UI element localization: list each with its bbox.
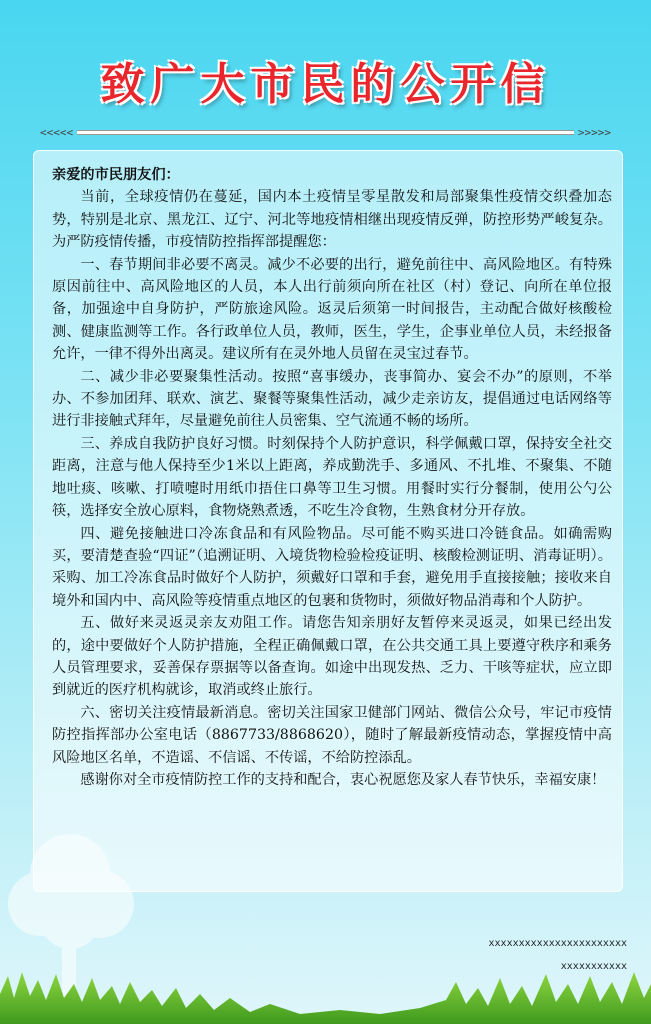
paragraph-4: 四、避免接触进口冷冻食品和有风险物品。尽可能不购买进口冷链食品。如确需购买，要清楚查验“四证”（追溯证明、入境货物检验检疫证明、核酸检测证明、消毒证明）。采购、加工冷冻食品时做好个人防护，须戴好口罩和手套，避免用手直接接触；接收来自境外和国内中、高风险等疫情重点地区的包裹和货物时，须做好物品消毒和个人防护。 bbox=[52, 525, 612, 609]
paragraph-intro: 当前，全球疫情仍在蔓延，国内本土疫情呈零星散发和局部聚集性疫情交织叠加态势，特别是北京、黑龙江、辽宁、河北等地疫情相继出现疫情反弹，防控形势严峻复杂。为严防疫情传播，市疫情防控指挥部提醒您： bbox=[52, 189, 612, 251]
signature-line-1: xxxxxxxxxxxxxxxxxxxxxxx bbox=[488, 938, 627, 949]
grass-decoration bbox=[0, 964, 651, 1024]
divider-rule bbox=[77, 130, 574, 135]
right-arrows: >>>>> bbox=[577, 125, 611, 139]
salutation: 亲爱的市民朋友们： bbox=[52, 167, 180, 183]
paragraph-5: 五、做好来灵返灵亲友劝阻工作。请您告知亲朋好友暂停来灵返灵，如果已经出发的，途中要做好个人防护措施，全程正确佩戴口罩，在公共交通工具上要遵守秩序和乘务人员管理要求，妥善保存票据等以备查询。如途中出现发热、乏力、干咳等症状，应立即到就近的医疗机构就诊，取消或终止旅行。 bbox=[52, 615, 612, 699]
left-arrows: <<<<< bbox=[40, 125, 74, 139]
signature-line-2: xxxxxxxxxxx bbox=[560, 961, 627, 972]
paragraph-1: 一、春节期间非必要不离灵。减少不必要的出行，避免前往中、高风险地区。有特殊原因前往中、高风险地区的人员，本人出行前须向所在社区（村）登记、向所在单位报备，加强途中自身防护，严防旅途风险。返灵后须第一时间报告，主动配合做好核酸检测、健康监测等工作。各行政单位人员，教师，医生，学生，企事业单位人员，未经报备允许，一律不得外出离灵。建议所有在灵外地人员留在灵宝过春节。 bbox=[52, 256, 612, 363]
letter-body bbox=[52, 164, 612, 791]
paragraph-6: 六、密切关注疫情最新消息。密切关注国家卫健部门网站、微信公众号，牢记市疫情防控指挥部办公室电话（8867733/8868620），随时了解最新疫情动态，掌握疫情中高风险地区名单，不造谣、不信谣、不传谣，不给防控添乱。 bbox=[52, 704, 612, 766]
decorative-arrow-divider bbox=[40, 126, 611, 138]
paragraph-2: 二、减少非必要聚集性活动。按照“喜事缓办，丧事简办、宴会不办”的原则，不举办、不参加团拜、联欢、演艺、聚餐等聚集性活动，减少走亲访友，提倡通过电话网络等进行非接触式拜年，尽量避免前往人员密集、空气流通不畅的场所。 bbox=[52, 368, 612, 430]
page-title: 致广大市民的公开信 bbox=[100, 59, 551, 110]
paragraph-closing: 感谢你对全市疫情防控工作的支持和配合，衷心祝愿您及家人春节快乐，幸福安康！ bbox=[80, 771, 606, 788]
paragraph-3: 三、养成自我防护良好习惯。时刻保持个人防护意识，科学佩戴口罩，保持安全社交距离，注意与他人保持至少1米以上距离，养成勤洗手、多通风、不扎堆、不聚集、不随地吐痰、咳嗽、打喷嚏时用纸巾捂住口鼻等卫生习惯。用餐时实行分餐制，使用公勺公筷，选择安全放心原料，食物烧熟煮透，不吃生冷食物，生熟食材分开存放。 bbox=[52, 435, 612, 520]
